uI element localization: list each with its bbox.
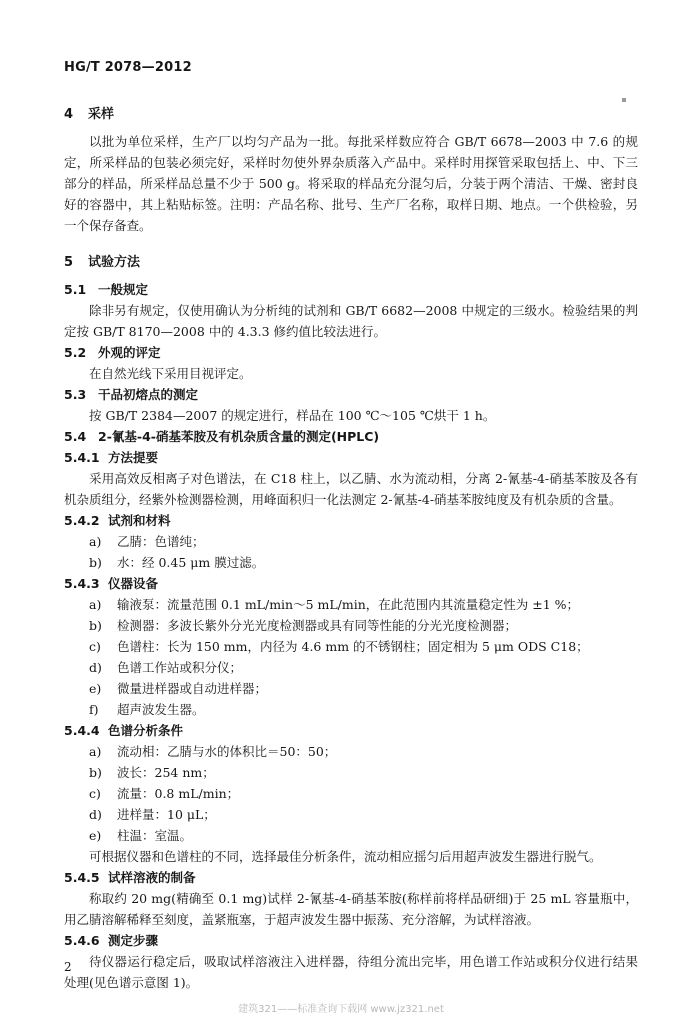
section-title: 试验方法 [88, 255, 141, 270]
section-5-1-text: 除非另有规定，仅使用确认为分析纯的试剂和 GB/T 6682—2008 中规定的三级水。检验结果的判定按 GB/T 8170—2008 中的 4.3.3 修约值比较法进行。 [64, 303, 638, 339]
list-marker: d) [89, 660, 102, 675]
section-number: 4 [64, 107, 74, 122]
section-5-4-5-text: 称取约 20 mg(精确至 0.1 mg)试样 2-氰基-4-硝基苯胺(称样前将样品研细)于 25 mL 容量瓶中，用乙腈溶解稀释至刻度，盖紧瓶塞，于超声波发生器中振荡、充分溶解，为试样溶液。 [64, 891, 638, 927]
list-text: 进样量：10 μL； [117, 807, 216, 822]
section-5-4-3-heading [64, 573, 638, 594]
list-text: 水：经 0.45 μm 膜过滤。 [117, 555, 265, 570]
section-title: 试剂和材料 [108, 513, 171, 528]
list-text: 乙腈：色谱纯； [117, 534, 205, 549]
page-number: 2 [64, 960, 72, 974]
list-text: 流动相：乙腈与水的体积比＝50：50； [117, 744, 337, 759]
list-marker: e) [89, 681, 102, 696]
section-number: 5.4.6 [64, 933, 100, 948]
list-text: 输液泵：流量范围 0.1 mL/min～5 mL/min，在此范围内其流量稳定性为 ±1 %； [117, 597, 580, 612]
section-title: 色谱分析条件 [108, 723, 184, 738]
section-5-4-6-heading [64, 930, 638, 951]
list-text: 色谱柱：长为 150 mm，内径为 4.6 mm 的不锈钢柱；固定相为 5 μm ODS C18； [117, 639, 589, 654]
list-item [64, 678, 638, 699]
list-text: 微量进样器或自动进样器； [117, 681, 268, 696]
section-5-1-heading [64, 279, 638, 300]
section-5-3-heading [64, 384, 638, 405]
section-title: 仪器设备 [108, 576, 159, 591]
list-marker: d) [89, 807, 102, 822]
list-text: 色谱工作站或积分仪； [117, 660, 243, 675]
section-number: 5.2 [64, 345, 87, 360]
list-item [64, 636, 638, 657]
section-number: 5.1 [64, 282, 87, 297]
section-number: 5.4 [64, 429, 87, 444]
list-text: 超声波发生器。 [117, 702, 205, 717]
section-5-heading [64, 252, 638, 273]
list-marker: b) [89, 555, 102, 570]
watermark-text: 建筑321——标准查询下载网 www.jz321.net [238, 1004, 444, 1015]
section-title: 测定步骤 [108, 933, 159, 948]
section-title: 试样溶液的制备 [108, 870, 196, 885]
section-5-4-6-text: 待仪器运行稳定后，吸取试样溶液注入进样器，待组分流出完毕，用色谱工作站或积分仪进行结果处理(见色谱示意图 1)。 [64, 954, 638, 990]
list-marker: b) [89, 618, 102, 633]
section-5-3-text: 按 GB/T 2384—2007 的规定进行，样品在 100 ℃～105 ℃烘干 1 h。 [89, 408, 496, 423]
list-marker: c) [89, 639, 101, 654]
list-marker: a) [89, 744, 102, 759]
list-item [64, 741, 638, 762]
list-marker: c) [89, 786, 101, 801]
standard-code-header: HG/T 2078—2012 [64, 60, 192, 75]
section-number: 5.4.4 [64, 723, 100, 738]
section-5-4-1-heading [64, 447, 638, 468]
list-item [64, 699, 638, 720]
list-item [64, 615, 638, 636]
document-body [64, 98, 638, 993]
section-title: 外观的评定 [98, 345, 161, 360]
section-number: 5.4.2 [64, 513, 100, 528]
list-item [64, 783, 638, 804]
list-text: 波长：254 nm； [117, 765, 215, 780]
section-number: 5 [64, 255, 74, 270]
list-marker: a) [89, 597, 102, 612]
list-item [64, 552, 638, 573]
section-title: 一般规定 [98, 282, 149, 297]
section-5-4-4-heading [64, 720, 638, 741]
section-5-2-heading [64, 342, 638, 363]
list-item [64, 762, 638, 783]
section-number: 5.4.5 [64, 870, 100, 885]
section-5-4-1-text: 采用高效反相离子对色谱法，在 C18 柱上，以乙腈、水为流动相，分离 2-氰基-4-硝基苯胺及各有机杂质组分，经紫外检测器检测，用峰面积归一化法测定 2-氰基-4-硝基苯胺纯度及有机杂质的含量。 [64, 471, 638, 507]
section-number: 5.3 [64, 387, 87, 402]
section-5-4-5-heading [64, 867, 638, 888]
list-item [64, 531, 638, 552]
section-5-4-heading [64, 426, 638, 447]
section-5-4-2-heading [64, 510, 638, 531]
section-title: 方法提要 [108, 450, 159, 465]
list-item [64, 657, 638, 678]
list-text: 检测器：多波长紫外分光光度检测器或具有同等性能的分光光度检测器； [117, 618, 518, 633]
list-marker: a) [89, 534, 102, 549]
section-5-2-text: 在自然光线下采用目视评定。 [89, 366, 252, 381]
section-title: 干品初熔点的测定 [98, 387, 199, 402]
section-5-4-4-note: 可根据仪器和色谱柱的不同，选择最佳分析条件，流动相应摇匀后用超声波发生器进行脱气。 [89, 849, 602, 864]
section-4-text: 以批为单位采样，生产厂以均匀产品为一批。每批采样数应符合 GB/T 6678—2003 中 7.6 的规定，所采样品的包装必须完好，采样时勿使外界杂质落入产品中。采样时用探管采取包括上、中、下三部分的样品，所采样品总量不少于 500 g。将采取的样品充分混匀后，分装于两个清洁、干燥、密封良好的容器中，其上粘贴标签。注明：产品名称、批号、生产厂名称，取样日期、地点。一个供检验，另一个保存备查。 [64, 134, 638, 233]
section-title: 2-氰基-4-硝基苯胺及有机杂质含量的测定(HPLC) [98, 429, 380, 444]
list-item [64, 594, 638, 615]
list-item [64, 825, 638, 846]
section-4-heading [64, 104, 638, 125]
list-item [64, 804, 638, 825]
list-text: 柱温：室温。 [117, 828, 193, 843]
section-number: 5.4.3 [64, 576, 100, 591]
list-marker: e) [89, 828, 102, 843]
list-marker: b) [89, 765, 102, 780]
list-marker: f) [89, 702, 99, 717]
list-text: 流量：0.8 mL/min； [117, 786, 240, 801]
section-number: 5.4.1 [64, 450, 100, 465]
section-title: 采样 [88, 107, 115, 122]
